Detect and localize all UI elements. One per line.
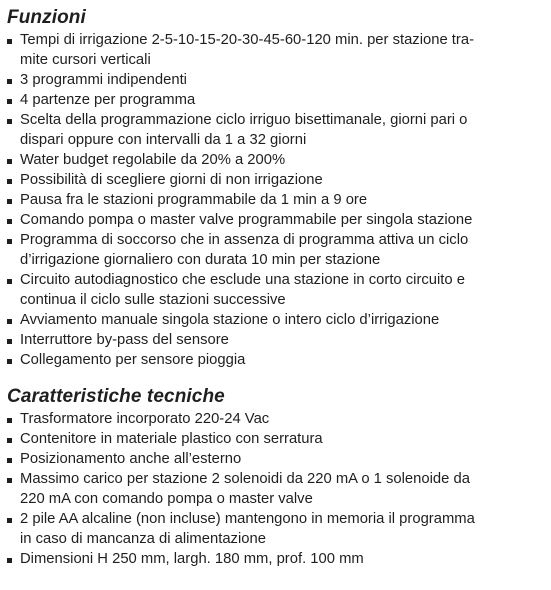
item-text: Possibilità di scegliere giorni di non irrigazione <box>20 172 323 188</box>
square-bullet-icon <box>7 339 12 344</box>
list-item <box>7 210 545 230</box>
list-item <box>7 549 545 569</box>
list-item <box>7 190 545 210</box>
item-text: 4 partenze per programma <box>20 92 196 108</box>
feature-list <box>7 30 545 370</box>
item-continuation: d’irrigazione giornaliero con durata 10 min per stazione <box>20 252 381 268</box>
list-item <box>7 429 545 449</box>
square-bullet-icon <box>7 558 12 563</box>
item-continuation: in caso di mancanza di alimentazione <box>20 531 266 547</box>
list-item <box>7 110 545 150</box>
item-continuation: 220 mA con comando pompa o master valve <box>20 491 313 507</box>
section-spacer <box>7 370 545 385</box>
list-item <box>7 509 545 549</box>
list-item <box>7 350 545 370</box>
list-item <box>7 449 545 469</box>
item-text: Comando pompa o master valve programmabile per singola stazione <box>20 212 473 228</box>
list-item <box>7 70 545 90</box>
list-item <box>7 330 545 350</box>
specs-list <box>7 409 545 569</box>
list-item <box>7 469 545 509</box>
item-text: Programma di soccorso che in assenza di programma attiva un ciclo <box>20 232 469 248</box>
list-item <box>7 230 545 270</box>
item-text: 3 programmi indipendenti <box>20 72 187 88</box>
list-item <box>7 409 545 429</box>
item-text: Massimo carico per stazione 2 solenoidi da 220 mA o 1 solenoide da <box>20 471 470 487</box>
square-bullet-icon <box>7 79 12 84</box>
list-item <box>7 310 545 330</box>
item-continuation: mite cursori verticali <box>20 52 151 68</box>
item-text: Collegamento per sensore pioggia <box>20 352 246 368</box>
square-bullet-icon <box>7 418 12 423</box>
list-item <box>7 30 545 70</box>
list-item <box>7 270 545 310</box>
section-funzioni <box>7 6 545 370</box>
square-bullet-icon <box>7 179 12 184</box>
item-text: Scelta della programmazione ciclo irriguo bisettimanale, giorni pari o <box>20 112 468 128</box>
item-text: Water budget regolabile da 20% a 200% <box>20 152 286 168</box>
list-item <box>7 90 545 110</box>
square-bullet-icon <box>7 478 12 483</box>
square-bullet-icon <box>7 518 12 523</box>
square-bullet-icon <box>7 119 12 124</box>
square-bullet-icon <box>7 99 12 104</box>
section-title: Funzioni <box>7 7 86 28</box>
item-text: 2 pile AA alcaline (non incluse) mantengono in memoria il programma <box>20 511 475 527</box>
item-text: Avviamento manuale singola stazione o intero ciclo d’irrigazione <box>20 312 440 328</box>
section-caratteristiche-tecniche <box>7 385 545 569</box>
square-bullet-icon <box>7 239 12 244</box>
item-text: Pausa fra le stazioni programmabile da 1 min a 9 ore <box>20 192 368 208</box>
item-text: Posizionamento anche all’esterno <box>20 451 242 467</box>
square-bullet-icon <box>7 319 12 324</box>
item-text: Dimensioni H 250 mm, largh. 180 mm, prof. 100 mm <box>20 551 364 567</box>
square-bullet-icon <box>7 438 12 443</box>
square-bullet-icon <box>7 39 12 44</box>
item-continuation: dispari oppure con intervalli da 1 a 32 giorni <box>20 132 307 148</box>
item-text: Circuito autodiagnostico che esclude una stazione in corto circuito e <box>20 272 465 288</box>
square-bullet-icon <box>7 219 12 224</box>
square-bullet-icon <box>7 279 12 284</box>
square-bullet-icon <box>7 458 12 463</box>
item-text: Trasformatore incorporato 220-24 Vac <box>20 411 270 427</box>
section-title: Caratteristiche tecniche <box>7 386 225 407</box>
item-continuation: continua il ciclo sulle stazioni successive <box>20 292 286 308</box>
spec-sheet <box>7 6 545 569</box>
square-bullet-icon <box>7 359 12 364</box>
item-text: Contenitore in materiale plastico con serratura <box>20 431 323 447</box>
item-text: Interruttore by-pass del sensore <box>20 332 229 348</box>
item-text: Tempi di irrigazione 2-5-10-15-20-30-45-60-120 min. per stazione tra- <box>20 32 474 48</box>
square-bullet-icon <box>7 199 12 204</box>
list-item <box>7 170 545 190</box>
square-bullet-icon <box>7 159 12 164</box>
list-item <box>7 150 545 170</box>
